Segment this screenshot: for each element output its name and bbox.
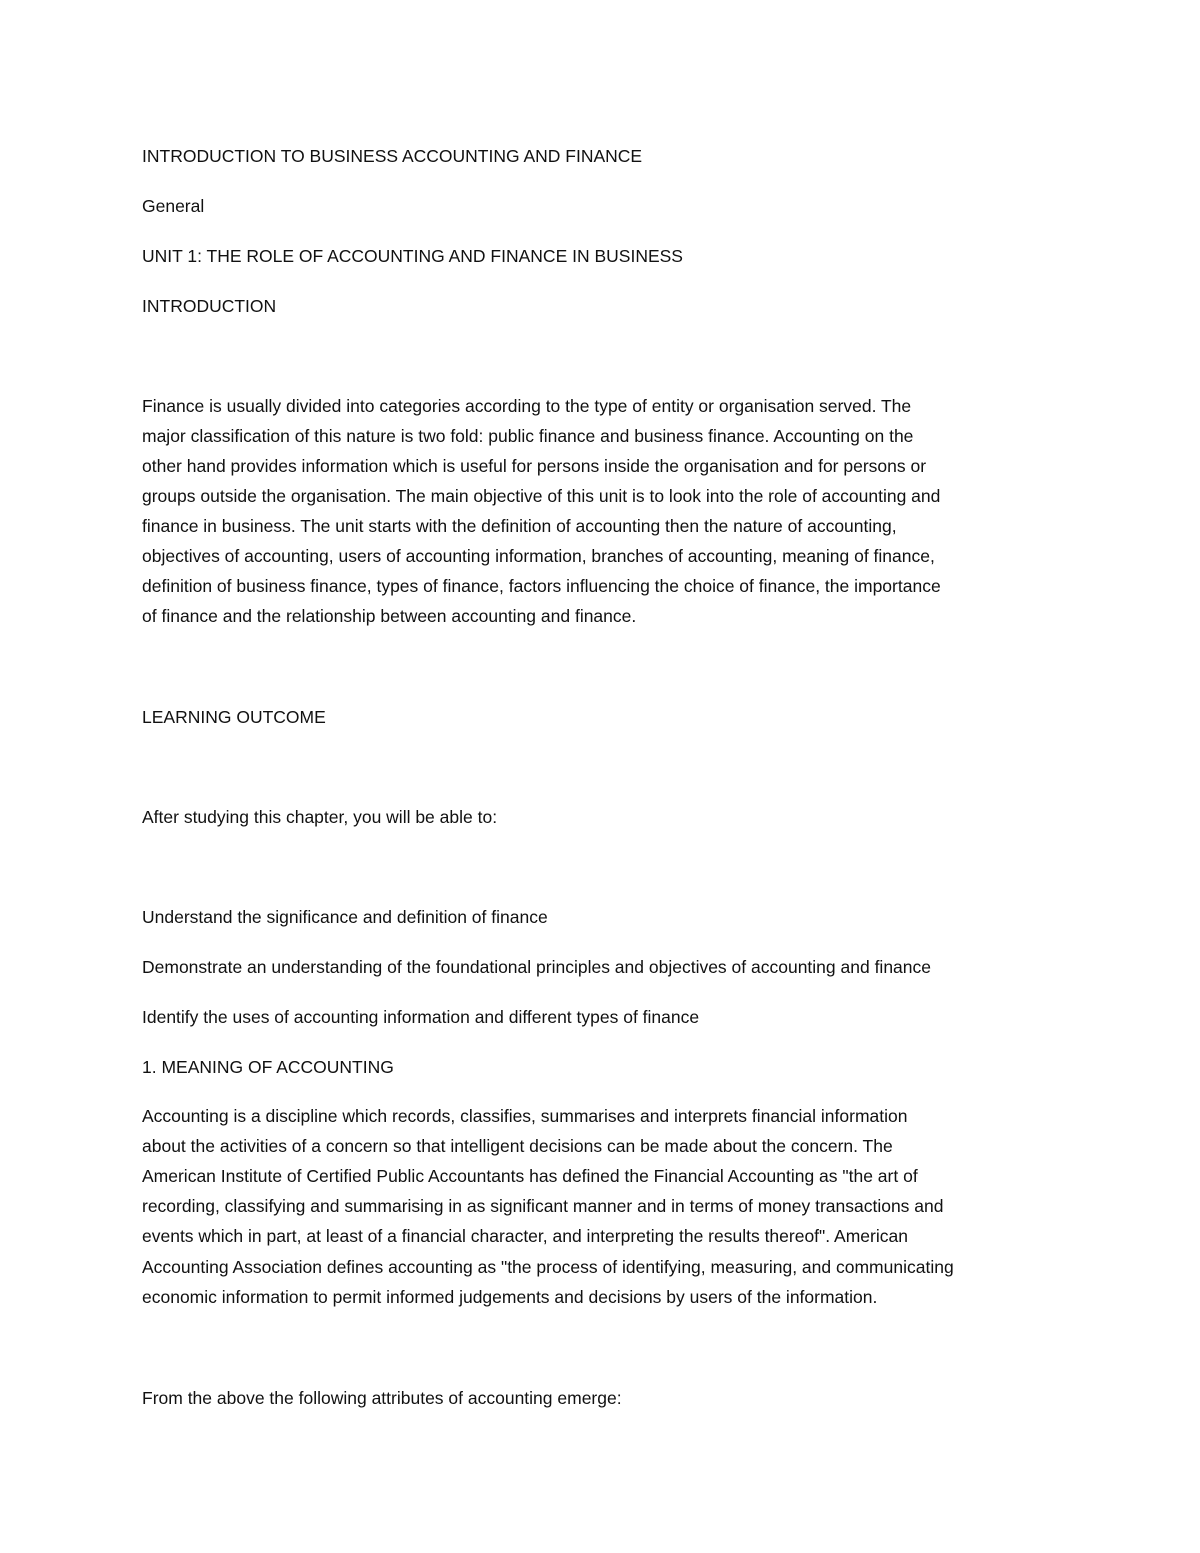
section-heading-meaning-of-accounting: 1. MEANING OF ACCOUNTING [142, 1057, 394, 1077]
intro-line: objectives of accounting, users of accounting information, branches of accounting, meaning of finance, [142, 546, 935, 566]
learning-outcome-heading: LEARNING OUTCOME [142, 707, 326, 727]
outcome-item: Identify the uses of accounting information and different types of finance [142, 1007, 700, 1027]
meaning-line: about the activities of a concern so that intelligent decisions can be made about the concern. The [142, 1136, 893, 1156]
intro-line: finance in business. The unit starts with the definition of accounting then the nature of accounting, [142, 516, 897, 536]
unit-heading: UNIT 1: THE ROLE OF ACCOUNTING AND FINANCE IN BUSINESS [142, 246, 683, 266]
learning-intro: After studying this chapter, you will be able to: [142, 807, 498, 827]
intro-heading: INTRODUCTION [142, 296, 277, 316]
outcome-item: Demonstrate an understanding of the foundational principles and objectives of accounting and finance [142, 957, 932, 977]
intro-line: definition of business finance, types of finance, factors influencing the choice of finance, the importance [142, 576, 941, 596]
meaning-line: events which in part, at least of a financial character, and interpreting the results thereof". American [142, 1226, 908, 1246]
outcome-item: Understand the significance and definition of finance [142, 907, 548, 927]
document-title: INTRODUCTION TO BUSINESS ACCOUNTING AND FINANCE [142, 146, 643, 166]
meaning-line: economic information to permit informed judgements and decisions by users of the information. [142, 1287, 878, 1307]
attributes-intro: From the above the following attributes of accounting emerge: [142, 1388, 622, 1408]
intro-line: of finance and the relationship between accounting and finance. [142, 606, 637, 626]
meaning-line: Accounting Association defines accounting as "the process of identifying, measuring, and communicating [142, 1257, 954, 1277]
document-category: General [142, 196, 205, 216]
intro-line: groups outside the organisation. The main objective of this unit is to look into the role of accounting and [142, 486, 941, 506]
meaning-line: Accounting is a discipline which records, classifies, summarises and interprets financial information [142, 1106, 908, 1126]
intro-line: major classification of this nature is two fold: public finance and business finance. Accounting on the [142, 426, 914, 446]
meaning-line: recording, classifying and summarising in as significant manner and in terms of money transactions and [142, 1196, 944, 1216]
meaning-line: American Institute of Certified Public Accountants has defined the Financial Accounting as "the art of [142, 1166, 918, 1186]
intro-line: Finance is usually divided into categories according to the type of entity or organisation served. The [142, 396, 912, 416]
intro-line: other hand provides information which is useful for persons inside the organisation and for persons or [142, 456, 927, 476]
